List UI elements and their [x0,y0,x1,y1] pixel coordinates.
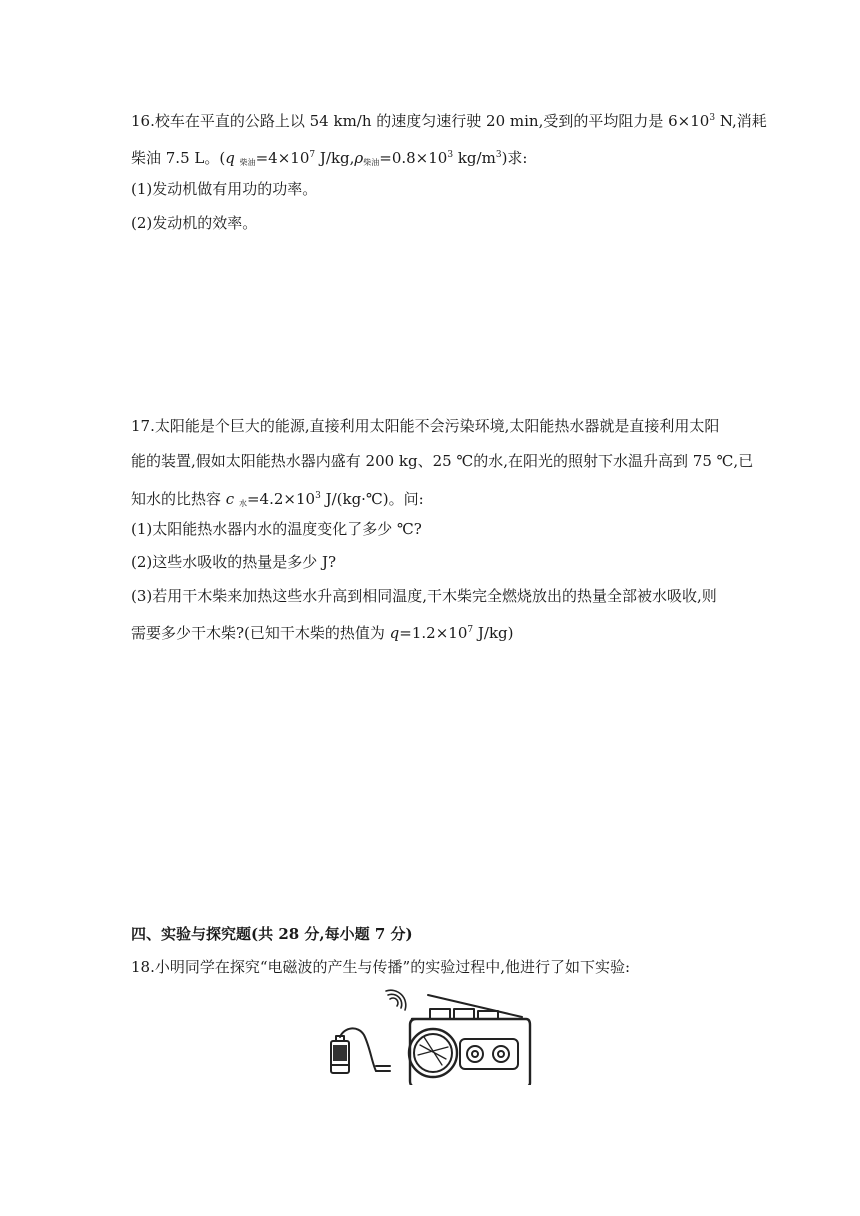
q17-part-3-line-2: 需要多少干木柴?(已知干木柴的热值为 $q=1.2\times 10^7$ J/kg) [131,624,514,642]
q16-line-2: 柴油 7.5 L。(q $_{柴油}=4\times 10^7$ $J/kg,\rho_{柴油}=0.8\times 10^3$ $kg/m^3$)求: [131,149,528,167]
q16-part-1: (1)发动机做有用功的功率。 [131,180,318,198]
signal-wave-icon [386,990,406,1010]
q16-part-2: (2)发动机的效率。 [131,214,258,232]
q17-line-1: 17.太阳能是个巨大的能源,直接利用太阳能不会污染环境,太阳能热水器就是直接利用太阳 [131,417,720,435]
radio-icon [409,1009,530,1085]
q18-line-1: 18.小明同学在探究“电磁波的产生与传播”的实验过程中,他进行了如下实验: [131,958,631,976]
q17-part-1: (1)太阳能热水器内水的温度变化了多少 ℃? [131,520,422,538]
q17-line-3: 知水的比热容 c $_水=4.2\times 10^3$ J/(kg·℃)。问: [131,490,424,508]
q17-line-2: 能的装置,假如太阳能热水器内盛有 200 kg、25 ℃的水,在阳光的照射下水温升高到 75 ℃,已 [131,452,754,470]
q16-line-1: 16.校车在平直的公路上以 54 km/h 的速度匀速行驶 20 min,受到的平均阻力是 $6\times 10^3$ N,消耗 [131,112,767,130]
battery-radio-figure [320,985,540,1085]
q17-part-3-line-1: (3)若用干木柴来加热这些水升高到相同温度,干木柴完全燃烧放出的热量全部被水吸收,则 [131,587,717,605]
battery-icon [331,1036,349,1073]
q17-part-2: (2)这些水吸收的热量是多少 J? [131,553,337,571]
section-heading: 四、实验与探究题(共 28 分,每小题 7 分) [131,925,413,943]
